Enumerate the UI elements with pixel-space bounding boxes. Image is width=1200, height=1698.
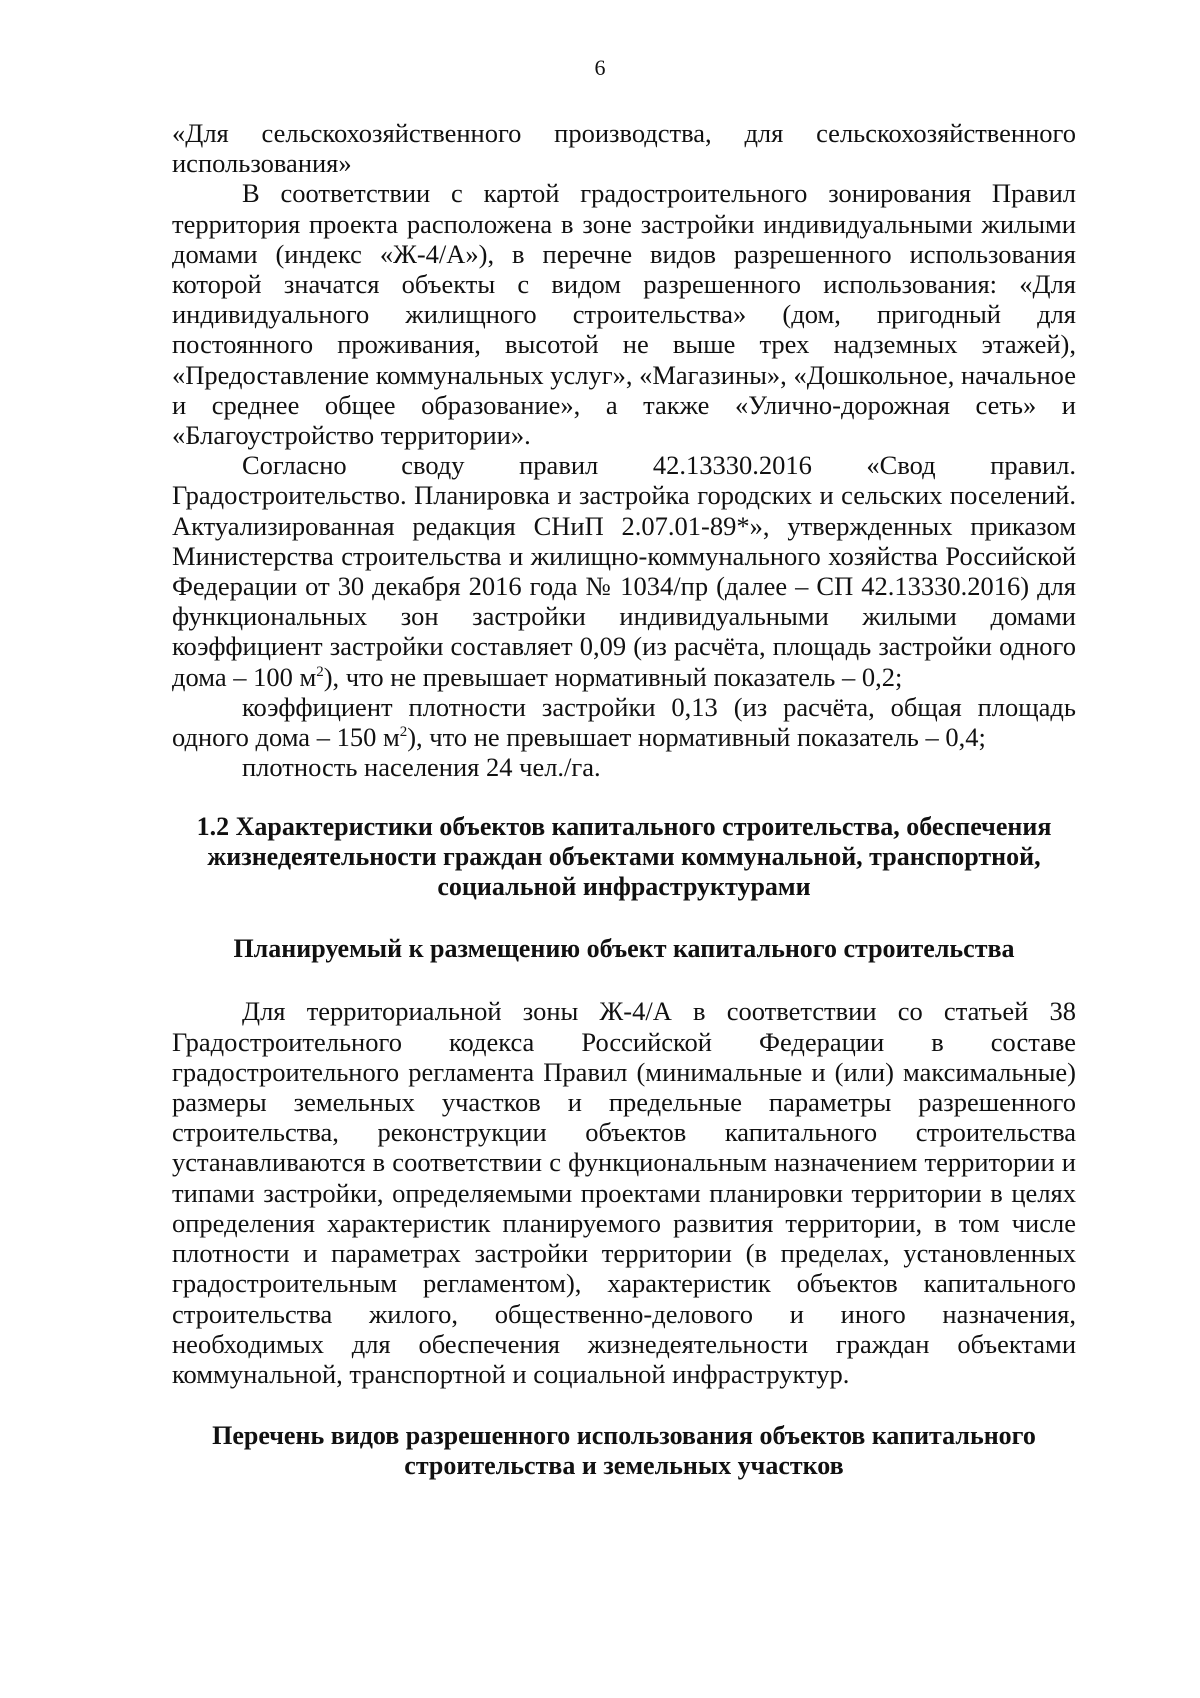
paragraph-population: плотность населения 24 чел./га.	[242, 752, 601, 783]
page-number: 6	[594, 55, 606, 80]
rules-text-end: ), что не превышает нормативный показатель – 0,2;	[323, 661, 903, 692]
paragraph-density	[172, 692, 1076, 752]
subheading-planned-object: Планируемый к размещению объект капитального строительства	[233, 934, 1015, 964]
document-body	[172, 118, 1076, 1481]
paragraph-zone: Для территориальной зоны Ж-4/А в соответствии со статьей 38 Градостроительного кодекса Российской Федерации в составе градостроительного регламента Правил (минимальные и (или) максимальные) размеры земельных участков и предельные параметры разрешенного строительства, реконструкции объектов капитального строительства устанавливаются в соответствии с функциональным назначением территории и типами застройки, определяемыми проектами планировки территории в целях определения характеристик планируемого развития территории, в том числе плотности и параметрах застройки территории (в пределах, установленных градостроительным регламентом), характеристик объектов капитального строительства жилого, общественно-делового и иного назначения, необходимых для обеспечения жизнедеятельности граждан объектами коммунальной, транспортной и социальной инфраструктур.	[172, 996, 1076, 1389]
density-text-end: ), что не превышает нормативный показатель – 0,4;	[407, 722, 986, 753]
density-superscript: 2	[399, 724, 408, 741]
paragraph-intro: «Для сельскохозяйственного производства, для сельскохозяйственного использования»	[172, 118, 1076, 179]
rules-text: Согласно своду правил 42.13330.2016 «Свод правил. Градостроительство. Планировка и застройка городских и сельских поселений. Актуализированная редакция СНиП 2.07.01-89*», утвержденных приказом Министерства строительства и жилищно-коммунального хозяйства Российской Федерации от 30 декабря 2016 года № 1034/пр (далее – СП 42.13330.2016) для функциональных зон застройки индивидуальными жилыми домами коэффициент застройки составляет 0,09 (из расчёта, площадь застройки одного дома – 100 м	[172, 450, 1076, 692]
paragraph-rules	[172, 450, 1076, 692]
paragraph-zoning: В соответствии с картой градостроительного зонирования Правил территория проекта расположена в зоне застройки индивидуальными жилыми домами (индекс «Ж-4/А»), в перечне видов разрешенного использования которой значатся объекты с видом разрешенного использования: «Для индивидуального жилищного строительства» (дом, пригодный для постоянного проживания, высотой не выше трех надземных этажей), «Предоставление коммунальных услуг», «Магазины», «Дошкольное, начальное и среднее общее образование», а также «Улично-дорожная сеть» и «Благоустройство территории».	[172, 178, 1076, 451]
rules-superscript: 2	[316, 663, 324, 680]
section-heading: 1.2 Характеристики объектов капитального строительства, обеспечения жизнедеятельности граждан объектами коммунальной, транспортной, социальной инфраструктурами	[196, 812, 1052, 902]
subheading-permitted-uses: Перечень видов разрешенного использования объектов капитального строительства и земельных участков	[212, 1421, 1036, 1481]
density-text: коэффициент плотности застройки 0,13 (из расчёта, общая площадь одного дома – 150 м	[172, 691, 1076, 753]
